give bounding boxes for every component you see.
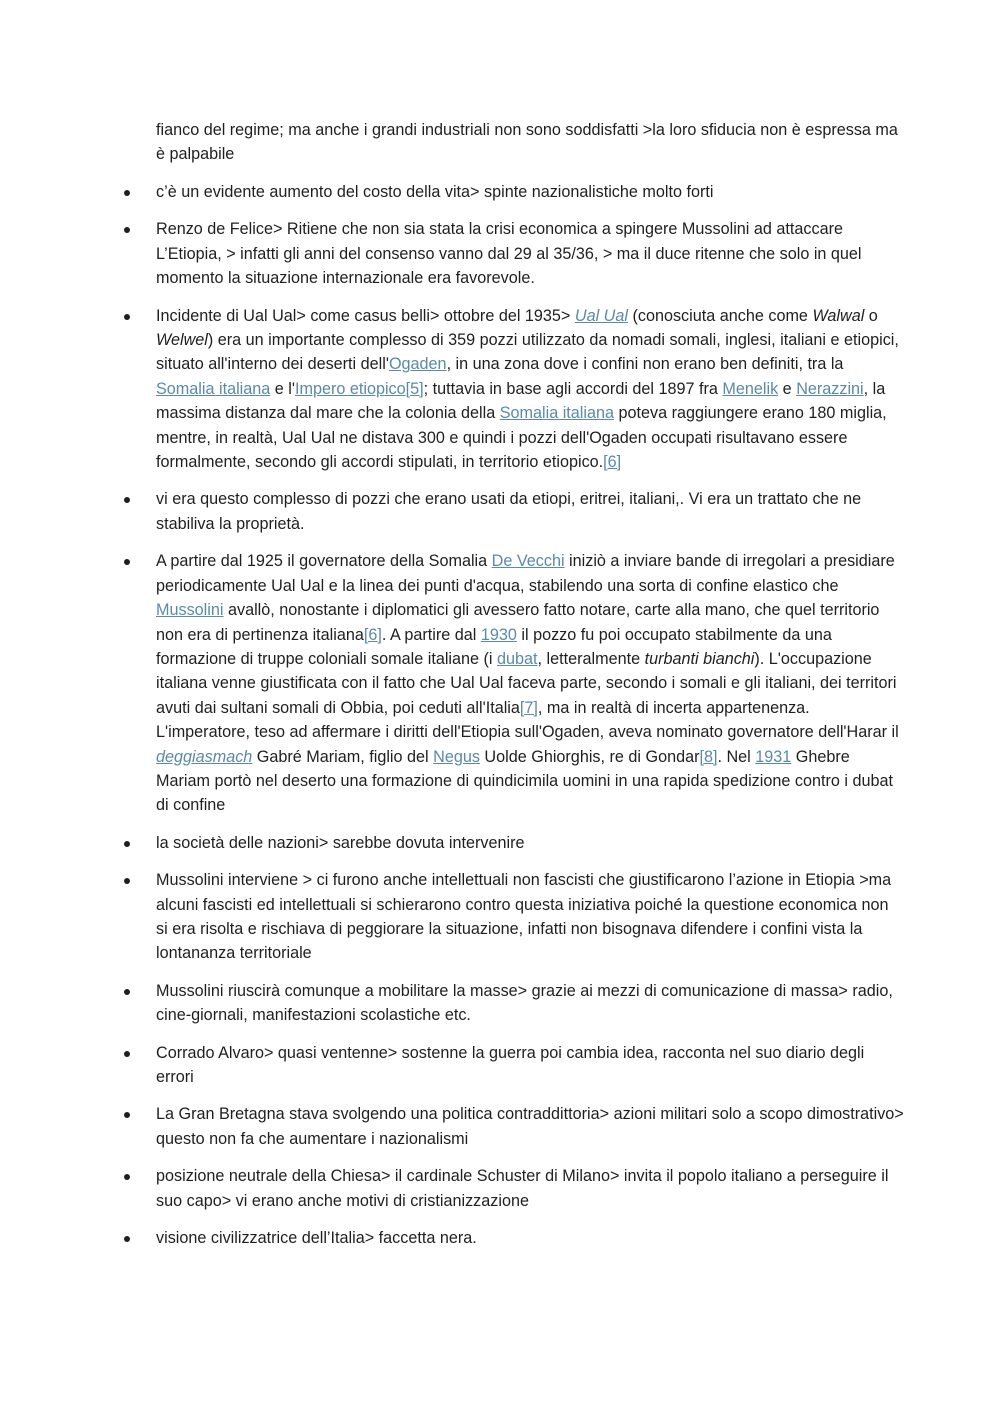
italic-turbanti-bianchi: turbanti bianchi: [644, 649, 755, 668]
link-somalia-italiana[interactable]: Somalia italiana: [156, 379, 271, 398]
bullet-text: Corrado Alvaro> quasi ventenne> sostenne la guerra poi cambia idea, racconta nel suo diario degli errori: [156, 1043, 865, 1086]
link-footnote-6b[interactable]: [6]: [363, 625, 382, 644]
continuation-paragraph: fianco del regime; ma anche i grandi industriali non sono soddisfatti >la loro sfiducia non è espressa ma è palpabile: [156, 121, 898, 164]
bullet-text: La Gran Bretagna stava svolgendo una politica contraddittoria> azioni militari solo a scopo dimostrativo> questo non fa che aumentare i nazionalismi: [156, 1105, 904, 1148]
list-item: [0, 180, 904, 204]
text-span: , la massima distanza dal mare che la colonia della: [156, 379, 886, 423]
bullet-icon: [124, 1236, 130, 1242]
link-negus[interactable]: Negus: [433, 747, 480, 766]
link-ual-ual[interactable]: Ual Ual: [574, 306, 628, 325]
link-impero-etiopico[interactable]: Impero etiopico: [294, 379, 406, 398]
text-span: (conosciuta anche come: [627, 306, 813, 325]
link-ogaden[interactable]: Ogaden: [388, 355, 447, 374]
list-item: [0, 217, 904, 290]
link-footnote-8[interactable]: [8]: [699, 747, 718, 766]
bullet-text: visione civilizzatrice dell’Italia> faccetta nera.: [156, 1229, 477, 1248]
link-mussolini[interactable]: Mussolini: [156, 601, 224, 620]
list-item: [0, 1041, 904, 1090]
list-item: [0, 831, 904, 855]
text-span: ). L'occupazione italiana venne giustificata con il fatto che Ual Ual faceva parte, secondo i somali e gli italiani, dei territori avuti dai sultani somali di Obbia, poi ceduti all'Italia: [156, 649, 897, 717]
bullet-text: c’è un evidente aumento del costo della vita> spinte nazionalistiche molto forti: [156, 183, 714, 201]
text-span: . A partire dal: [381, 625, 481, 644]
bullet-text: Mussolini riuscirà comunque a mobilitare la masse> grazie ai mezzi di comunicazione di massa> radio, cine-giornali, manifestazioni scolastiche etc.: [156, 981, 893, 1025]
text-span: . Nel: [717, 747, 756, 766]
list-item: [0, 1102, 904, 1151]
text-span: , ma in realtà di incerta appartenenza. L'imperatore, teso ad affermare i diritti dell'Etiopia sull'Ogaden, aveva nominato governatore dell'Harar il: [156, 698, 899, 742]
bullet-icon: [124, 227, 130, 233]
text-span: il pozzo fu poi occupato stabilmente da una formazione di truppe coloniali somale italiane (i: [156, 625, 832, 668]
link-dubat[interactable]: dubat: [497, 649, 538, 668]
bullet-text: vi era questo complesso di pozzi che erano usati da etiopi, eritrei, italiani,. Vi era un trattato che ne stabiliva la proprietà.: [156, 490, 862, 533]
text-span: Uolde Ghiorghis, re di Gondar: [479, 747, 700, 766]
list-item: [0, 1226, 904, 1250]
text-span: o: [864, 306, 878, 325]
text-span: Incidente di Ual Ual> come casus belli> ottobre del 1935>: [156, 306, 575, 325]
text-span: Gabré Mariam, figlio del: [252, 747, 434, 766]
link-1930[interactable]: 1930: [480, 625, 517, 644]
text-span: , in una zona dove i confini non erano ben definiti, tra la: [446, 355, 844, 374]
link-menelik[interactable]: Menelik: [722, 379, 779, 398]
list-item: [0, 549, 904, 817]
italic-welwel: Welwel: [156, 331, 208, 350]
italic-walwal: Walwal: [812, 306, 865, 325]
bullet-icon: [124, 878, 130, 884]
bullet-icon: [124, 497, 130, 503]
text-span: ; tuttavia in base agli accordi del 1897 fra: [423, 379, 723, 398]
bullet-text: Renzo de Felice> Ritiene che non sia stata la crisi economica a spingere Mussolini ad attaccare L’Etiopia, > infatti gli anni del consenso vanno dal 29 al 35/36, > ma il duce ritenne che solo in quel momento la situazione internazionale era favorevole.: [156, 220, 862, 288]
list-item: [0, 1164, 904, 1213]
list-item: [0, 304, 904, 475]
bullet-text: la società delle nazioni> sarebbe dovuta intervenire: [156, 833, 525, 852]
text-span: iniziò a inviare bande di irregolari a presidiare periodicamente Ual Ual e la linea dei punti d'acqua, stabilendo una sorta di confine elastico che: [156, 552, 895, 595]
text-span: avallò, nonostante i diplomatici gli avessero fatto notare, carte alla mano, che quel territorio non era di pertinenza italiana: [156, 601, 880, 644]
link-1931[interactable]: 1931: [755, 747, 792, 766]
link-footnote-6[interactable]: [6]: [603, 453, 622, 472]
list-item: [0, 487, 904, 536]
link-nerazzini[interactable]: Nerazzini: [796, 379, 864, 398]
text-span: ) era un importante complesso di 359 pozzi utilizzato da nomadi somali, inglesi, italiani e etiopici, situato all'interno dei deserti dell': [156, 331, 899, 374]
link-somalia-italiana-2[interactable]: Somalia italiana: [499, 404, 614, 423]
text-span: A partire dal 1925 il governatore della Somalia: [156, 552, 492, 571]
text-span: poteva raggiungere erano 180 miglia, mentre, in realtà, Ual Ual ne distava 300 e quindi i pozzi dell'Ogaden occupati risultavano essere formalmente, secondo gli accordi stipulati, in territorio etiopico.: [156, 404, 887, 472]
link-footnote-7[interactable]: [7]: [519, 698, 538, 717]
text-span: , letteralmente: [537, 649, 645, 668]
bullet-icon: [124, 989, 130, 995]
bullet-icon: [124, 190, 130, 196]
link-footnote-5[interactable]: [5]: [405, 379, 424, 398]
bullet-list: [0, 180, 1000, 1263]
link-de-vecchi[interactable]: De Vecchi: [491, 552, 565, 571]
bullet-text: Mussolini interviene > ci furono anche intellettuali non fascisti che giustificarono l’azione in Etiopia >ma alcuni fascisti ed intellettuali si schierarono contro questa iniziativa poiché la questione economica non si era risolta e rischiava di peggiorare la situazione, infatti non bisognava difendere i confini vista la lontananza territoriale: [156, 871, 892, 963]
bullet-icon: [124, 841, 130, 847]
bullet-icon: [124, 1174, 130, 1180]
list-item: [0, 979, 904, 1028]
text-span: e l': [270, 379, 295, 398]
bullet-text: posizione neutrale della Chiesa> il cardinale Schuster di Milano> invita il popolo italiano a perseguire il suo capo> vi erano anche motivi di cristianizzazione: [156, 1167, 889, 1210]
text-span: Ghebre Mariam portò nel deserto una formazione di quindicimila uomini in una rapida spedizione contro i dubat di confine: [156, 747, 893, 815]
bullet-icon: [124, 314, 130, 320]
bullet-icon: [124, 1051, 130, 1057]
text-span: e: [778, 379, 797, 398]
bullet-icon: [124, 559, 130, 565]
bullet-icon: [124, 1112, 130, 1118]
link-deggiasmach[interactable]: deggiasmach: [156, 747, 253, 766]
list-item: [0, 868, 904, 966]
